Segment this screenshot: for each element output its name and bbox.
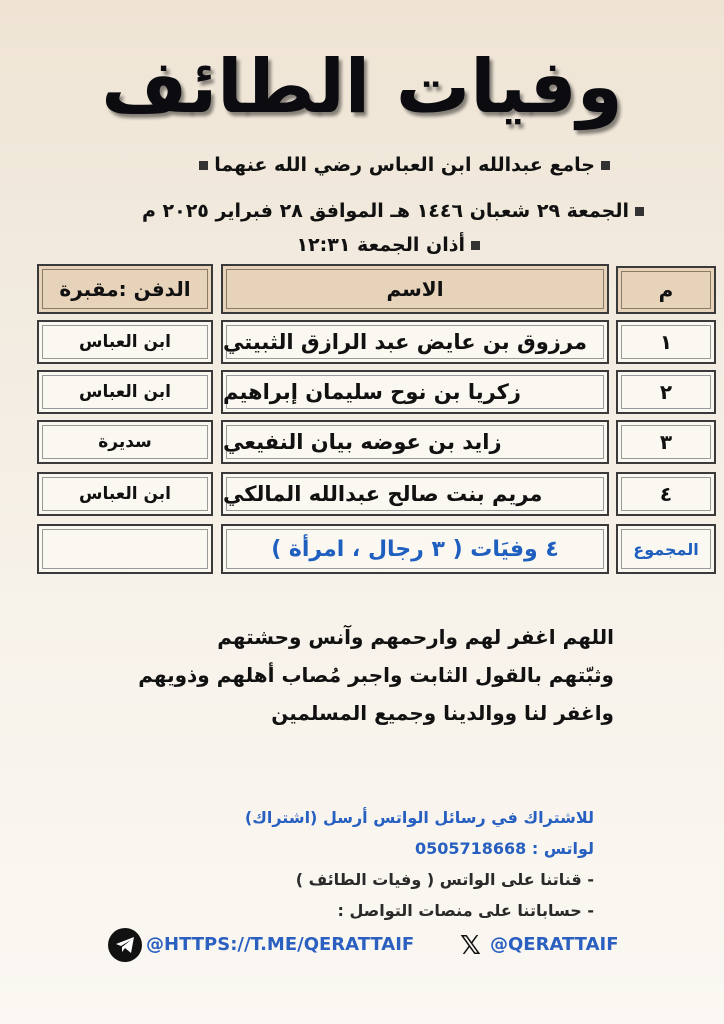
telegram-icon[interactable] <box>108 928 142 962</box>
square-bullet-icon <box>199 161 208 170</box>
row-number: ١ <box>616 320 716 364</box>
row-name: مريم بنت صالح عبدالله المالكي <box>221 472 609 516</box>
row-number: ٢ <box>616 370 716 414</box>
row-burial: ابن العباس <box>37 472 213 516</box>
channel-line: - قناتنا على الواتس ( وفيات الطائف ) <box>295 870 594 889</box>
prayer-line: اللهم اغفر لهم وارحمهم وآنس وحشتهم <box>217 625 614 649</box>
row-number: ٣ <box>616 420 716 464</box>
row-burial: سديرة <box>37 420 213 464</box>
total-empty-cell <box>37 524 213 574</box>
total-value: ٤ وفيَات ( ٣ رجال ، امرأة ) <box>221 524 609 574</box>
row-burial: ابن العباس <box>37 370 213 414</box>
square-bullet-icon <box>601 161 610 170</box>
square-bullet-icon <box>471 241 480 250</box>
social-links <box>108 928 633 962</box>
row-name: مرزوق بن عايض عبد الرازق الثبيتي <box>221 320 609 364</box>
prayer-line: واغفر لنا ووالدينا وجميع المسلمين <box>271 701 614 725</box>
x-handle-link[interactable]: @QERATTAIF <box>490 934 619 955</box>
social-heading: - حساباتنا على منصات التواصل : <box>337 901 594 920</box>
adhan-text: أذان الجمعة ١٢:٣١ <box>296 234 465 256</box>
square-bullet-icon <box>635 207 644 216</box>
total-label: المجموع <box>616 524 716 574</box>
row-number: ٤ <box>616 472 716 516</box>
header-name: الاسم <box>221 264 609 314</box>
header-number: م <box>616 266 716 314</box>
subscribe-info <box>245 802 594 926</box>
whatsapp-number[interactable]: لواتس : 0505718668 <box>414 839 594 858</box>
page-title: وفيات الطائف <box>101 44 623 130</box>
prayer-text <box>138 618 614 732</box>
header-burial: الدفن :مقبرة <box>37 264 213 314</box>
mosque-line <box>193 154 616 176</box>
date-line <box>142 200 650 222</box>
x-logo-icon[interactable]: 𝕏 <box>460 931 481 961</box>
row-name: زكريا بن نوح سليمان إبراهيم <box>221 370 609 414</box>
telegram-link[interactable]: @HTTPS://T.ME/QERATTAIF <box>146 934 415 955</box>
mosque-name: جامع عبدالله ابن العباس رضي الله عنهما <box>214 154 595 176</box>
subscribe-line: للاشتراك في رسائل الواتس أرسل (اشتراك) <box>244 808 594 827</box>
prayer-line: وثبّتهم بالقول الثابت واجبر مُصاب أهلهم وذويهم <box>138 663 614 687</box>
date-text: الجمعة ٢٩ شعبان ١٤٤٦ هـ الموافق ٢٨ فبراير ٢٠٢٥ م <box>141 200 629 222</box>
row-name: زايد بن عوضه بيان النفيعي <box>221 420 609 464</box>
adhan-line <box>296 234 486 256</box>
row-burial: ابن العباس <box>37 320 213 364</box>
